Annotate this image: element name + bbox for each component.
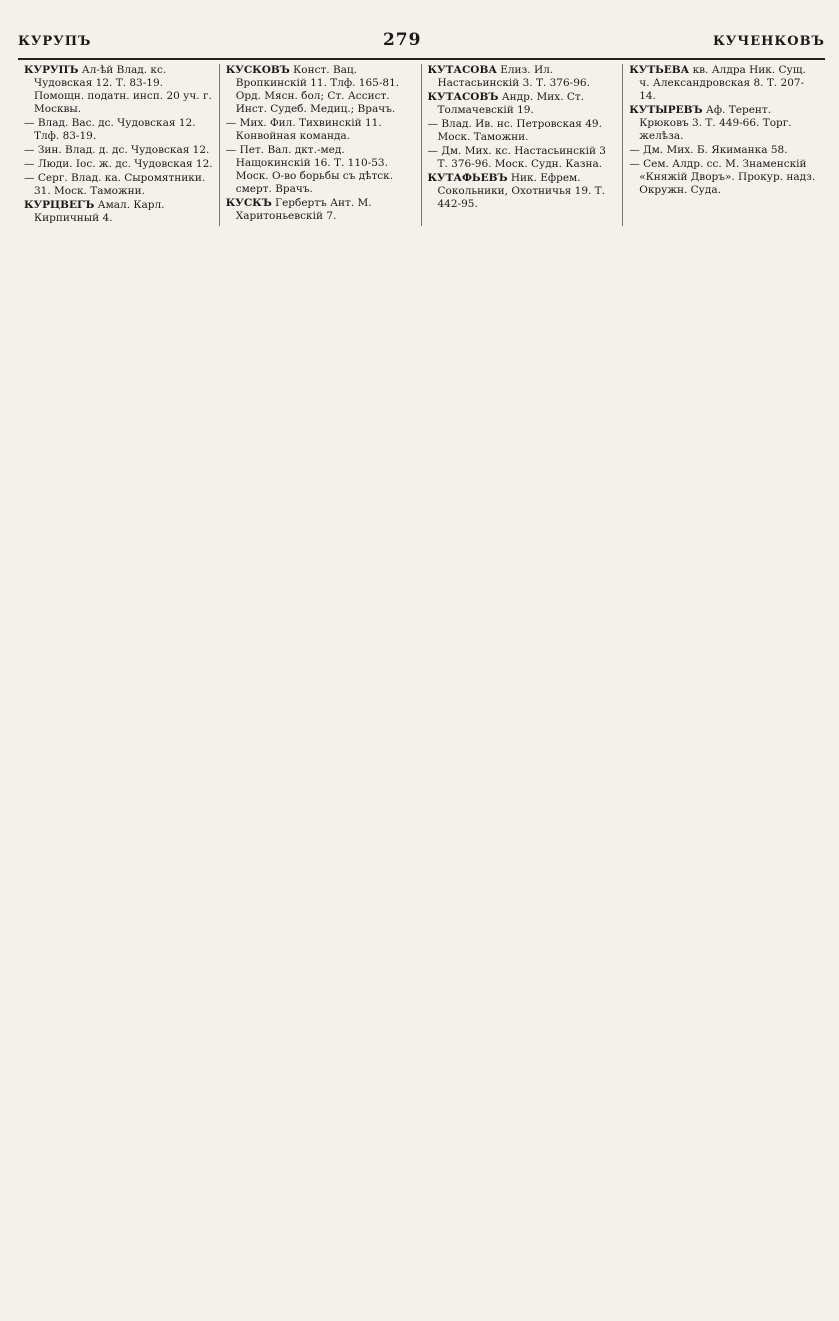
entry-text: Мих. Фил. Тихвинскій 11. Конвойная команда. <box>235 117 382 142</box>
entry-name: КУТАСОВЪ <box>427 91 499 103</box>
column-3 <box>422 64 624 226</box>
entry-text: Ник. Ефрем. Сокольники, Охотничья 19. Т. 442-95. <box>437 172 606 210</box>
page-header <box>18 30 825 56</box>
entry-text: Дм. Мих. Б. Якиманка 58. <box>643 144 788 156</box>
entry-name: КУСКОВЪ <box>225 64 290 76</box>
entry-text: Конст. Вац. Вропкинскій 11. Тлф. 165-81. Орд. Мясн. бол; Ст. Ассист. Инст. Судеб. Медиц.; Врачъ. <box>235 64 400 115</box>
entry-name: КУТЬЕВА <box>629 64 690 76</box>
entry <box>428 172 617 211</box>
column-2 <box>220 64 422 226</box>
entry <box>24 158 213 171</box>
entry <box>428 118 617 144</box>
entry <box>629 158 819 197</box>
entry-name: КУРУПЪ <box>24 64 79 76</box>
entry <box>428 64 617 90</box>
header-left-keyword: КУРУПЪ <box>18 34 92 49</box>
entry-text: Влад. Ив. нс. Петровская 49. Моск. Таможни. <box>437 118 602 143</box>
entry-name: КУТАСОВА <box>427 64 497 76</box>
entry-text: Пет. Вал. дкт.-мед. Нащокинскій 16. Т. 110-53. Моск. О-во борьбы съ дѣтск. смерт. Врачъ. <box>235 144 394 195</box>
entry-text: Ал-ѣй Влад. кс. Чудовская 12. Т. 83-19. Помощн. податн. инсп. 20 уч. г. Москвы. <box>34 64 212 115</box>
entry-name: КУТЫРЕВЪ <box>629 104 703 116</box>
entry-text: Серг. Влад. ка. Сыромятники. 31. Моск. Таможни. <box>34 172 206 197</box>
entry-text: Люди. Іос. ж. дс. Чудовская 12. <box>37 158 213 170</box>
column-1 <box>18 64 220 226</box>
columns <box>18 64 825 226</box>
entry-text: Амал. Карл. Кирпичный 4. <box>34 199 165 224</box>
entry-text: Сем. Алдр. сс. М. Знаменскій «Княжій Дворъ». Прокур. надз. Окружн. Суда. <box>639 158 816 196</box>
header-right-keyword: КУЧЕНКОВЪ <box>712 34 825 49</box>
entry <box>428 145 617 171</box>
entry <box>629 144 819 157</box>
entry <box>226 64 415 116</box>
header-rule <box>18 58 825 60</box>
entry-text: Андр. Мих. Ст. Толмачевскій 19. <box>437 91 585 116</box>
entry <box>629 64 819 103</box>
entry <box>629 104 819 143</box>
entry-name: КУТАФЬЕВЪ <box>427 172 508 184</box>
entry-text: Гербертъ Ант. М. Харитоньевскій 7. <box>235 197 372 222</box>
column-4 <box>623 64 825 226</box>
entry <box>24 172 213 198</box>
entry-text: Дм. Мих. кс. Настасьинскій 3 Т. 376-96. Моск. Судн. Казна. <box>437 145 606 170</box>
entry <box>428 91 617 117</box>
entry <box>226 197 415 223</box>
entry <box>24 199 213 225</box>
entry-text: Аф. Терент. Крюковъ 3. Т. 449-66. Торг. желѣза. <box>639 104 792 142</box>
page-number: 279 <box>382 30 422 50</box>
entry <box>226 144 415 196</box>
entry <box>24 117 213 143</box>
entry-name: КУСКЪ <box>225 197 272 209</box>
entry-text: Зин. Влад. д. дс. Чудовская 12. <box>37 144 210 156</box>
entry-text: Елиз. Ил. Настасьинскій 3. Т. 376-96. <box>437 64 590 89</box>
entry <box>24 64 213 116</box>
entry <box>24 144 213 157</box>
entry-text: Влад. Вас. дс. Чудовская 12. Тлф. 83-19. <box>34 117 196 142</box>
entry-name: КУРЦВЕГЪ <box>24 199 95 211</box>
entry <box>226 117 415 143</box>
entry-text: кв. Алдра Ник. Сущ. ч. Александровская 8. Т. 207-14. <box>639 64 806 102</box>
